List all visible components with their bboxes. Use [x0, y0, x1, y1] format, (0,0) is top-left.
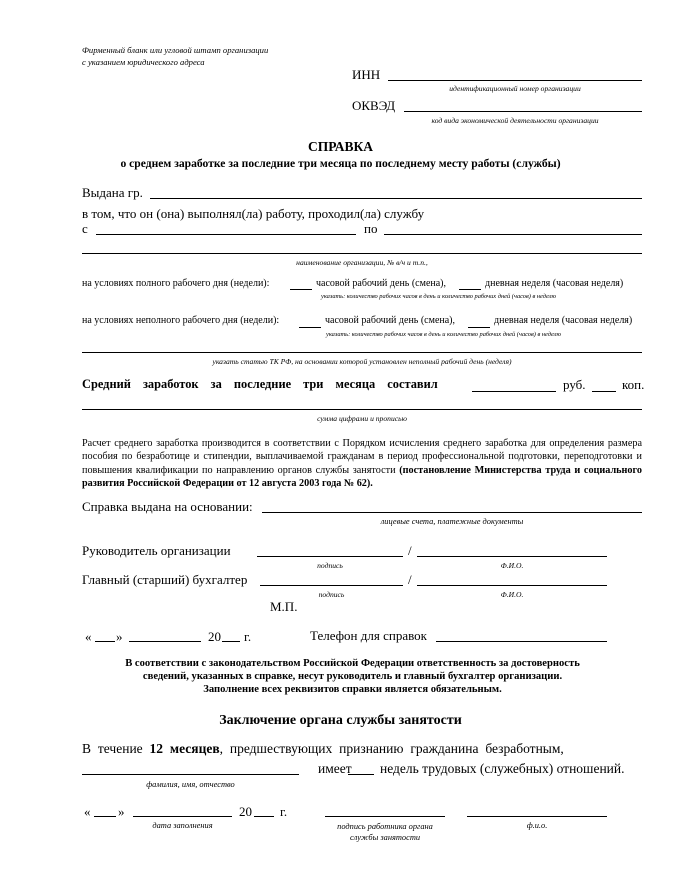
- conclusion-text-a: В течение: [82, 741, 143, 756]
- accountant-sign-hint: подпись: [318, 590, 345, 599]
- from-date-field[interactable]: [96, 234, 356, 235]
- officer-fio-field[interactable]: [467, 816, 607, 817]
- part-time-hours-field[interactable]: [299, 327, 321, 328]
- responsibility-warning: [80, 657, 625, 696]
- officer-fio-hint: ф.и.о.: [526, 821, 548, 830]
- warning-line1: В соответствии с законодательством Российской Федерации ответственность за достоверность: [125, 658, 580, 669]
- date-close-quote: »: [116, 629, 123, 644]
- rub-label: руб.: [563, 377, 586, 392]
- officer-sign-hint-line2: службы занятости: [349, 833, 421, 842]
- weeks-text: недель трудовых (служебных) отношений.: [380, 761, 625, 776]
- basis-hint: лицевые счета, платежные документы: [380, 517, 524, 526]
- conclusion-year-suffix: г.: [280, 804, 288, 819]
- average-salary-text: Средний заработок за последние три месяца составил: [82, 377, 438, 391]
- issue-day-field[interactable]: [95, 641, 115, 642]
- head-slash: /: [408, 543, 412, 558]
- rub-field[interactable]: [472, 391, 556, 392]
- calculation-decree: (постановление Министерства труда и социального развития Российской Федерации от 12 августа 2003 года № 62).: [82, 464, 642, 490]
- sum-in-words-field[interactable]: [82, 409, 642, 410]
- to-date-field[interactable]: [384, 234, 642, 235]
- organization-field[interactable]: [82, 253, 642, 254]
- full-time-label: на условиях полного рабочего дня (недели):: [82, 278, 270, 289]
- warning-line2: сведений, указанных в справке, несут руководитель и главный бухгалтер организации.: [142, 671, 563, 682]
- part-time-hour-day-label: часовой рабочий день (смена),: [325, 315, 456, 326]
- phone-field[interactable]: [436, 641, 607, 642]
- organization-hint: наименование организации, № в/ч и т.п.,: [296, 258, 428, 267]
- conclusion-date-close: »: [118, 804, 125, 819]
- citizen-fio-hint: фамилия, имя, отчество: [146, 780, 235, 789]
- full-time-hour-day-label: часовой рабочий день (смена),: [316, 278, 447, 289]
- year-suffix: г.: [244, 629, 252, 644]
- issue-month-field[interactable]: [129, 641, 201, 642]
- head-label: Руководитель организации: [82, 543, 231, 558]
- issued-to-label: Выдана гр.: [82, 185, 143, 200]
- worked-statement: в том, что он (она) выполнял(ла) работу, проходил(ла) службу: [82, 206, 425, 221]
- sum-hint: сумма цифрами и прописью: [317, 414, 407, 423]
- head-fio-field[interactable]: [417, 556, 607, 557]
- tk-article-field[interactable]: [82, 352, 642, 353]
- date-open-quote: «: [85, 629, 92, 644]
- accountant-slash: /: [408, 572, 412, 587]
- accountant-fio-hint: Ф.И.О.: [500, 590, 524, 599]
- issue-year-field[interactable]: [222, 641, 240, 642]
- calculation-paragraph: [82, 437, 642, 491]
- calculation-text: Расчет среднего заработка производится в соответствии с Порядком исчисления среднего заработка для определения размера пособия по безработице и стипендии, выплачиваемой гражданам в период профессиональной подготовки, переподготовки и повышения квалификации по направлению органов службы занятости: [82, 438, 642, 476]
- basis-field[interactable]: [262, 512, 642, 513]
- letterhead-note: [82, 44, 268, 68]
- letterhead-note-line1: Фирменный бланк или угловой штамп организации: [82, 45, 269, 55]
- conclusion-text-b: , предшествующих признанию гражданина безработным,: [219, 741, 564, 756]
- accountant-signature-field[interactable]: [260, 585, 403, 586]
- head-fio-hint: Ф.И.О.: [500, 561, 524, 570]
- okved-hint: код вида экономической деятельности организации: [431, 116, 599, 125]
- okved-field[interactable]: [404, 111, 642, 112]
- officer-signature-field[interactable]: [325, 816, 445, 817]
- conclusion-month-field[interactable]: [133, 816, 232, 817]
- to-label: по: [364, 221, 378, 236]
- full-time-hint: указать: количество рабочих часов в день и количество рабочих дней (часов) в неделю: [321, 293, 557, 300]
- from-label: с: [82, 221, 88, 236]
- officer-sign-hint-line1: подпись работника органа: [337, 822, 433, 831]
- full-time-day-week-label: дневная неделя (часовая неделя): [485, 278, 624, 289]
- document-title: СПРАВКА: [307, 139, 374, 154]
- conclusion-title: Заключение органа службы занятости: [219, 713, 462, 728]
- citizen-fio-field[interactable]: [82, 774, 299, 775]
- officer-sign-hint: [325, 821, 445, 843]
- weeks-field[interactable]: [348, 774, 374, 775]
- full-time-days-field[interactable]: [459, 289, 481, 290]
- basis-label: Справка выдана на основании:: [82, 499, 253, 514]
- has-label: имеет: [318, 761, 352, 776]
- conclusion-line1: [82, 741, 564, 757]
- part-time-day-week-label: дневная неделя (часовая неделя): [494, 315, 633, 326]
- part-time-hint: указать: количество рабочих часов в день и количество рабочих дней (часов) в неделю: [326, 331, 562, 338]
- conclusion-months: 12 месяцев: [149, 741, 220, 756]
- stamp-place: М.П.: [270, 599, 298, 614]
- letterhead-note-line2: с указанием юридического адреса: [82, 57, 205, 67]
- head-sign-hint: подпись: [317, 561, 343, 570]
- tk-article-hint: указать статью ТК РФ, на основании которой установлен неполный рабочий день (неделя): [212, 357, 512, 366]
- conclusion-year-field[interactable]: [254, 816, 274, 817]
- part-time-days-field[interactable]: [468, 327, 490, 328]
- kop-field[interactable]: [592, 391, 616, 392]
- head-signature-field[interactable]: [257, 556, 403, 557]
- phone-label: Телефон для справок: [310, 628, 427, 643]
- inn-field[interactable]: [388, 80, 642, 81]
- warning-line3: Заполнение всех реквизитов справки является обязательным.: [203, 684, 502, 695]
- conclusion-date-open: «: [84, 804, 91, 819]
- inn-label: ИНН: [352, 67, 381, 82]
- okved-label: ОКВЭД: [352, 98, 396, 113]
- conclusion-day-field[interactable]: [94, 816, 116, 817]
- full-time-hours-field[interactable]: [290, 289, 312, 290]
- document-subtitle: о среднем заработке за последние три месяца по последнему месту работы (службы): [120, 157, 561, 170]
- conclusion-year-prefix: 20: [239, 804, 252, 819]
- issued-to-field[interactable]: [150, 198, 642, 199]
- inn-hint: идентификационный номер организации: [449, 84, 581, 93]
- kop-label: коп.: [622, 377, 645, 392]
- year-prefix: 20: [208, 629, 221, 644]
- fill-date-hint: дата заполнения: [152, 821, 213, 830]
- accountant-fio-field[interactable]: [417, 585, 607, 586]
- part-time-label: на условиях неполного рабочего дня (недели):: [82, 315, 280, 326]
- accountant-label: Главный (старший) бухгалтер: [82, 572, 248, 587]
